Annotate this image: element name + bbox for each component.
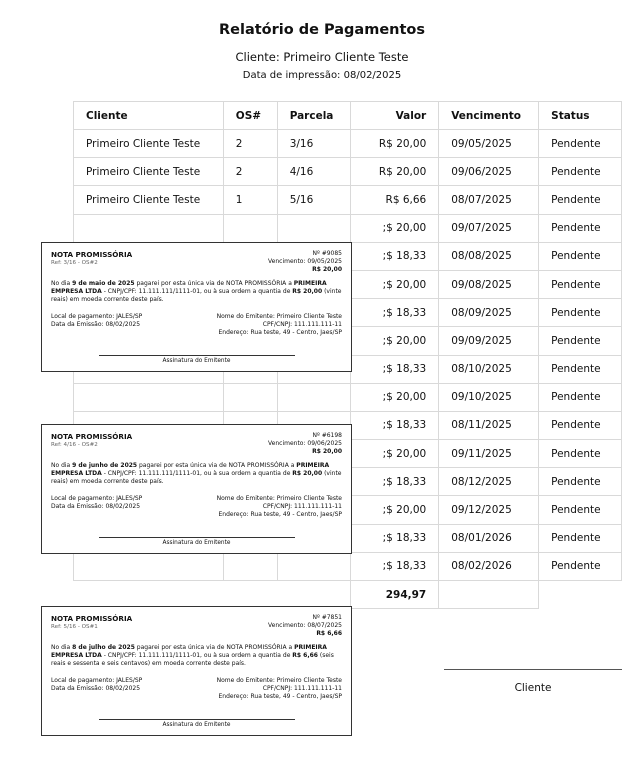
cell-valor: ;$ 20,00 (350, 327, 439, 355)
note-signature-line: Assinatura do Emitente (99, 719, 295, 735)
cell-os: 2 (223, 158, 277, 186)
note-emitter-address: Endereço: Rua teste, 49 - Centro, Jaes/SP (218, 692, 342, 700)
cell-valor: ;$ 18,33 (350, 411, 439, 439)
note-emitter-address: Endereço: Rua teste, 49 - Centro, Jaes/SP (218, 328, 342, 336)
cell-parcela: 5/16 (277, 186, 350, 214)
note-emitter-name: Nome do Emitente: Primeiro Cliente Teste (216, 312, 342, 320)
cell-status: Pendente (539, 411, 622, 439)
cell-vencimento: 08/02/2026 (439, 552, 539, 580)
note-payment-place: Local de pagamento: JALES/SP (51, 312, 143, 320)
note-emitter-doc: CPF/CNPJ: 111.111.111-11 (262, 684, 342, 692)
cell-vencimento: 08/09/2025 (439, 299, 539, 327)
note-emitter-address: Endereço: Rua teste, 49 - Centro, Jaes/SP (218, 510, 342, 518)
header-parcela: Parcela (277, 102, 350, 130)
cell-cliente: Primeiro Cliente Teste (74, 158, 224, 186)
note-ref: Ref: 5/16 - OS#1 (51, 623, 98, 630)
cell-status: Pendente (539, 524, 622, 552)
cell-valor: ;$ 20,00 (350, 270, 439, 298)
cell-status: Pendente (539, 158, 622, 186)
cell-vencimento: 09/07/2025 (439, 214, 539, 242)
cell-empty (223, 581, 277, 609)
cell-os (223, 383, 277, 411)
note-emitter-doc: CPF/CNPJ: 111.111.111-11 (262, 320, 342, 328)
table-row (74, 130, 622, 158)
note-emitter-doc: CPF/CNPJ: 111.111.111-11 (262, 502, 342, 510)
cell-empty (277, 581, 350, 609)
cell-os (223, 552, 277, 580)
cell-cliente: Primeiro Cliente Teste (74, 130, 224, 158)
report-client-line: Cliente: Primeiro Cliente Teste (235, 50, 409, 64)
header-os: OS# (223, 102, 277, 130)
cell-parcela (277, 214, 350, 242)
cell-valor: ;$ 18,33 (350, 355, 439, 383)
cell-cliente (74, 552, 224, 580)
cell-valor: ;$ 18,33 (350, 299, 439, 327)
cell-valor: R$ 6,66 (350, 186, 439, 214)
cell-vencimento: 09/09/2025 (439, 327, 539, 355)
table-row (74, 186, 622, 214)
cell-valor: ;$ 20,00 (350, 496, 439, 524)
cell-valor: R$ 20,00 (350, 130, 439, 158)
note-body: No dia 9 de junho de 2025 pagarei por esta única via de NOTA PROMISSÓRIA a PRIMEIRA EMPRESA LTDA - CNPJ/CPF: 11.111.111/1111-01, ou à sua ordem a quantia de R$ 20,00 (vinte reais) em moeda corrente deste país. (51, 462, 342, 486)
header-valor: Valor (350, 102, 439, 130)
cell-empty (439, 581, 539, 609)
cell-status: Pendente (539, 270, 622, 298)
cell-valor: ;$ 18,33 (350, 524, 439, 552)
note-due-date: Vencimento: 09/06/2025 (268, 440, 342, 448)
report-title: Relatório de Pagamentos (218, 22, 426, 38)
note-signature-line: Assinatura do Emitente (99, 537, 295, 553)
cell-parcela: 3/16 (277, 130, 350, 158)
note-number: Nº #9085 (312, 250, 342, 257)
cell-vencimento: 08/08/2025 (439, 242, 539, 270)
note-amount: R$ 6,66 (316, 630, 342, 638)
table-row (74, 214, 622, 242)
table-row (74, 552, 622, 580)
cell-vencimento: 09/10/2025 (439, 383, 539, 411)
cell-parcela (277, 552, 350, 580)
promissory-note (41, 606, 352, 736)
cell-vencimento: 08/11/2025 (439, 411, 539, 439)
table-row (74, 158, 622, 186)
client-signature-line (444, 669, 622, 670)
cell-valor: ;$ 20,00 (350, 440, 439, 468)
cell-vencimento: 09/11/2025 (439, 440, 539, 468)
cell-os: 1 (223, 186, 277, 214)
note-ref: Ref: 3/16 - OS#2 (51, 259, 98, 266)
table-header-row (74, 102, 622, 130)
header-status: Status (539, 102, 622, 130)
note-title: NOTA PROMISSÓRIA (51, 614, 133, 623)
cell-valor: ;$ 20,00 (350, 383, 439, 411)
cell-status: Pendente (539, 214, 622, 242)
cell-vencimento: 08/07/2025 (439, 186, 539, 214)
note-body: No dia 9 de maio de 2025 pagarei por esta única via de NOTA PROMISSÓRIA a PRIMEIRA EMPRESA LTDA - CNPJ/CPF: 11.111.111/1111-01, ou à sua ordem a quantia de R$ 20,00 (vinte reais) em moeda corrente deste país. (51, 280, 342, 304)
note-amount: R$ 20,00 (312, 448, 342, 456)
cell-vencimento: 09/12/2025 (439, 496, 539, 524)
note-issue-date: Data da Emissão: 08/02/2025 (51, 502, 141, 510)
note-body: No dia 8 de julho de 2025 pagarei por esta única via de NOTA PROMISSÓRIA a PRIMEIRA EMPRESA LTDA - CNPJ/CPF: 11.111.111/1111-01, ou à sua ordem a quantia de R$ 6,66 (seis reais e sessenta e seis centavos) em moeda corrente deste país. (51, 644, 334, 668)
cell-valor: ;$ 18,33 (350, 242, 439, 270)
cell-cliente (74, 383, 224, 411)
cell-cliente (74, 214, 224, 242)
cell-valor: R$ 20,00 (350, 158, 439, 186)
table-total-row (74, 581, 622, 609)
cell-status: Pendente (539, 130, 622, 158)
cell-vencimento: 09/06/2025 (439, 158, 539, 186)
cell-status: Pendente (539, 496, 622, 524)
header-cliente: Cliente (74, 102, 224, 130)
cell-valor: ;$ 18,33 (350, 468, 439, 496)
cell-vencimento: 08/12/2025 (439, 468, 539, 496)
note-due-date: Vencimento: 08/07/2025 (268, 622, 342, 630)
note-number: Nº #7851 (312, 614, 342, 621)
note-signature-line: Assinatura do Emitente (99, 355, 295, 371)
cell-empty (74, 581, 224, 609)
cell-vencimento: 08/10/2025 (439, 355, 539, 383)
cell-status: Pendente (539, 299, 622, 327)
note-ref: Ref: 4/16 - OS#2 (51, 441, 98, 448)
note-title: NOTA PROMISSÓRIA (51, 432, 133, 441)
client-signature-label: Cliente (514, 682, 552, 694)
cell-parcela (277, 383, 350, 411)
cell-status: Pendente (539, 327, 622, 355)
header-vencimento: Vencimento (439, 102, 539, 130)
note-number: Nº #6198 (312, 432, 342, 439)
cell-status: Pendente (539, 383, 622, 411)
note-title: NOTA PROMISSÓRIA (51, 250, 133, 259)
cell-empty (539, 581, 622, 609)
note-payment-place: Local de pagamento: JALES/SP (51, 676, 143, 684)
cell-status: Pendente (539, 355, 622, 383)
note-due-date: Vencimento: 09/05/2025 (268, 258, 342, 266)
note-payment-place: Local de pagamento: JALES/SP (51, 494, 143, 502)
report-print-date: Data de impressão: 08/02/2025 (242, 70, 402, 81)
note-issue-date: Data da Emissão: 08/02/2025 (51, 320, 141, 328)
cell-parcela: 4/16 (277, 158, 350, 186)
cell-vencimento: 09/05/2025 (439, 130, 539, 158)
cell-vencimento: 08/01/2026 (439, 524, 539, 552)
cell-os (223, 214, 277, 242)
cell-status: Pendente (539, 440, 622, 468)
cell-status: Pendente (539, 468, 622, 496)
cell-vencimento: 09/08/2025 (439, 270, 539, 298)
cell-status: Pendente (539, 552, 622, 580)
promissory-note (41, 242, 352, 372)
promissory-note (41, 424, 352, 554)
note-emitter-name: Nome do Emitente: Primeiro Cliente Teste (216, 494, 342, 502)
cell-status: Pendente (539, 242, 622, 270)
note-amount: R$ 20,00 (312, 266, 342, 274)
table-total: 294,97 (350, 581, 439, 609)
table-row (74, 383, 622, 411)
cell-valor: ;$ 20,00 (350, 214, 439, 242)
note-issue-date: Data da Emissão: 08/02/2025 (51, 684, 141, 692)
cell-valor: ;$ 18,33 (350, 552, 439, 580)
cell-os: 2 (223, 130, 277, 158)
cell-cliente: Primeiro Cliente Teste (74, 186, 224, 214)
cell-status: Pendente (539, 186, 622, 214)
note-emitter-name: Nome do Emitente: Primeiro Cliente Teste (216, 676, 342, 684)
